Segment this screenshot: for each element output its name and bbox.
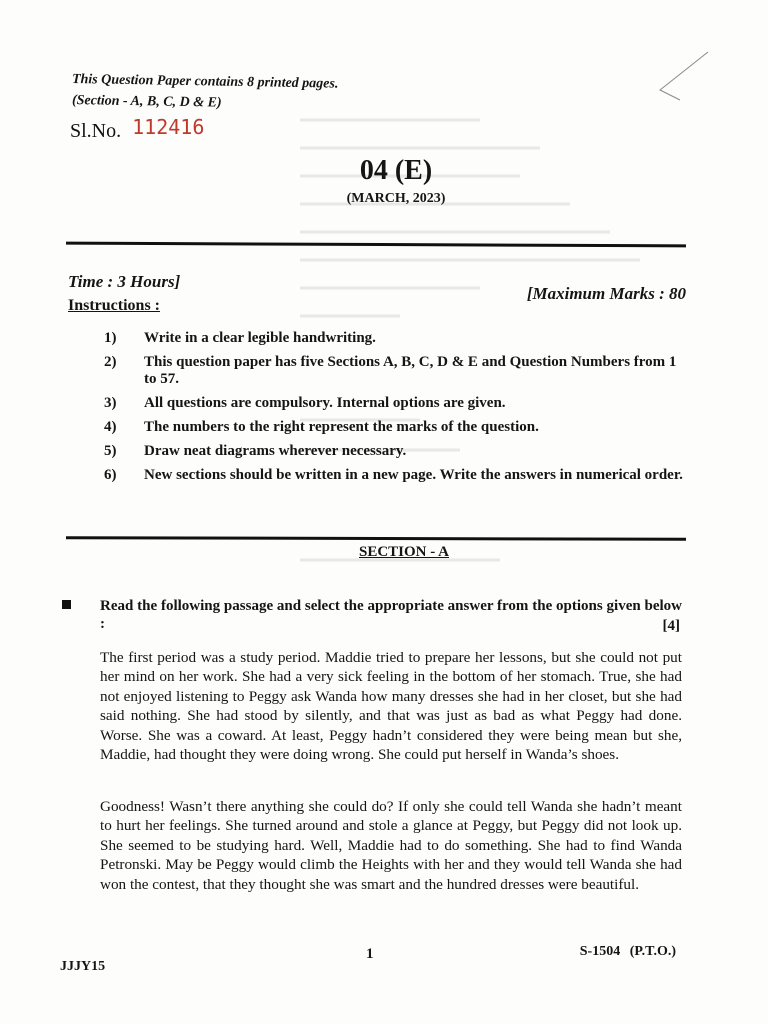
- passage-paragraph-1: The first period was a study period. Maddie tried to prepare her lessons, but she could not put her mind on her work. She had a very sick feeling in the bottom of her stomach. True, she had not enjoyed listening to Peggy ask Wanda how many dresses she had in her closet, but she had said nothing. She had stood by silently, and that was just as bad as what Peggy had done. Worse. She was a coward. At least, Peggy hadn’t considered they were being mean but she, Maddie, had thought they were doing wrong. She could put herself in Wanda’s shoes.: [100, 649, 682, 764]
- serial-number-block: [70, 115, 205, 143]
- instruction-number: 2): [104, 354, 117, 370]
- instruction-text: Draw neat diagrams wherever necessary.: [144, 443, 407, 459]
- instruction-item: [104, 419, 686, 436]
- instruction-number: 6): [104, 467, 117, 483]
- instructions-divider: [66, 536, 686, 541]
- passage-paragraph-2: Goodness! Wasn’t there anything she could do? If only she could tell Wanda she hadn’t meant to hurt her feelings. She turned around and stole a glance at Peggy, but Peggy did not look up. She seemed to be studying hard. Well, Maddie had to do something. She had to find Wanda Petronski. May be Peggy would climb the Heights with her and they would tell Wanda she had won the contest, that they thought she was smart and the hundred dresses were beautiful.: [100, 798, 682, 893]
- serial-label: Sl.No.: [70, 120, 122, 142]
- instruction-item: [104, 395, 686, 412]
- corner-pencil-mark: [650, 50, 710, 110]
- maximum-marks: [Maximum Marks : 80: [526, 284, 686, 303]
- instruction-text: Write in a clear legible handwriting.: [144, 330, 376, 346]
- footer-paper-id: S-1504 (P.T.O.): [579, 944, 676, 959]
- instruction-item: [104, 354, 686, 388]
- exam-date: (MARCH, 2023): [346, 191, 446, 206]
- page-number: 1: [366, 946, 374, 962]
- section-heading: SECTION - A: [358, 544, 450, 560]
- square-bullet-icon: [62, 600, 71, 609]
- instructions-list: [104, 330, 686, 491]
- instruction-item: [104, 443, 686, 460]
- instructions-title: Instructions :: [68, 297, 161, 314]
- instruction-number: 3): [104, 395, 117, 411]
- instruction-item: [104, 467, 686, 484]
- instruction-item: [104, 330, 686, 347]
- instruction-number: 1): [104, 330, 117, 346]
- question-prompt: Read the following passage and select the appropriate answer from the options given below :: [100, 598, 682, 632]
- instruction-text: The numbers to the right represent the marks of the question.: [144, 419, 539, 435]
- footer-code: JJJY15: [60, 959, 106, 974]
- instruction-text: All questions are compulsory. Internal options are given.: [144, 395, 506, 411]
- question-marks: [4]: [662, 618, 680, 634]
- instruction-number: 4): [104, 419, 117, 435]
- header-divider: [66, 242, 686, 248]
- sections-info: (Section - A, B, C, D & E): [71, 93, 222, 111]
- instruction-text: New sections should be written in a new page. Write the answers in numerical order.: [144, 467, 683, 483]
- paper-code: 04 (E): [359, 155, 433, 186]
- instruction-text: This question paper has five Sections A, B, C, D & E and Question Numbers from 1 to 57.: [144, 354, 677, 387]
- serial-number: 112416: [132, 115, 205, 139]
- page-count-info: This Question Paper contains 8 printed pages.: [71, 72, 339, 92]
- time-allowed: Time : 3 Hours]: [68, 272, 181, 291]
- instruction-number: 5): [104, 443, 117, 459]
